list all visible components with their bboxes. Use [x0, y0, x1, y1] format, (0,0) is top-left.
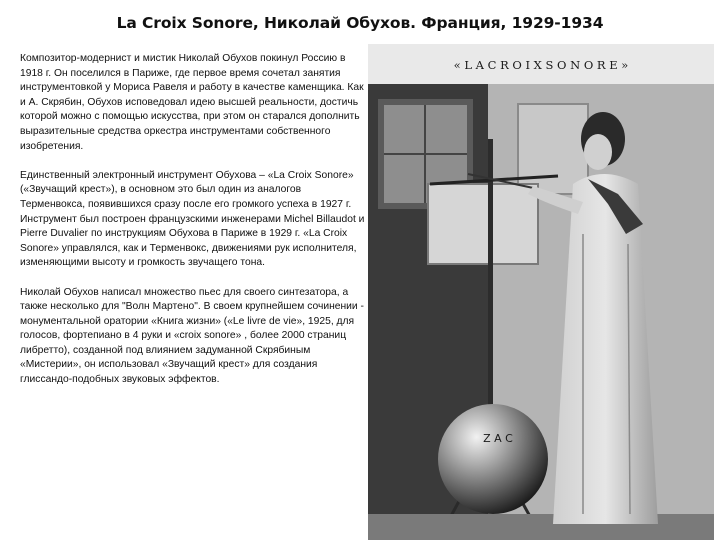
historical-photo [368, 44, 714, 540]
instrument-sphere [438, 404, 548, 514]
paragraph-intro: Композитор-модернист и мистик Николай Обухов покинул Россию в 1918 г. Он поселился в Париже, где первое время сочетал занятия инструментовкой у Мориса Равеля и работу в качестве каменщика. Как и А. Скрябин, Обухов исповедовал идею высшей реальности, достичь которой можно с помощью искусства, при этом он старался дополнить выразительные средства оркестра инструментами собственного изобретения. [20, 53, 364, 152]
sphere-label: Z A C [483, 432, 513, 445]
performer-face [584, 134, 612, 170]
floor [368, 514, 714, 540]
slide-title: La Croix Sonore, Николай Обухов. Франция, 1929-1934 [116, 14, 604, 32]
paragraph-works: Николай Обухов написал множество пьес для своего синтезатора, а также несколько для "Волн Мартено". В своем крупнейшем сочинении - монументальной оратории «Книга жизни» («Le livre de vie», 1925, для голосов, фортепиано в 4 руки и «croix sonore» , более 2000 страниц либретто), созданной под влиянием задуманной Скрябиным «Мистерии», он использовал «Звучащий крест» для создания глиссандо-подобных звуковых эффектов. [20, 286, 364, 386]
body-text [20, 52, 366, 402]
photo-illustration [368, 44, 714, 540]
paragraph-instrument: Единственный электронный инструмент Обухова – «La Croix Sonore» («Звучащий крест»), в основном это был один из аналогов Терменвокса, появившихся сразу после его громкого успеха в 1927 г. Инструмент был построен французскими инженерами Michel Billaudot и Pierre Duvalier по инструкциям Обухова в Париже в 1929 г. «La Croix Sonore» управлялся, как и Терменвокс, движениями рук исполнителя, изменяющими высоту и громкость звучащего тона. [20, 169, 365, 269]
cabinet-door [428, 184, 538, 264]
photo-caption: « L A C R O I X S O N O R E » [453, 58, 629, 72]
